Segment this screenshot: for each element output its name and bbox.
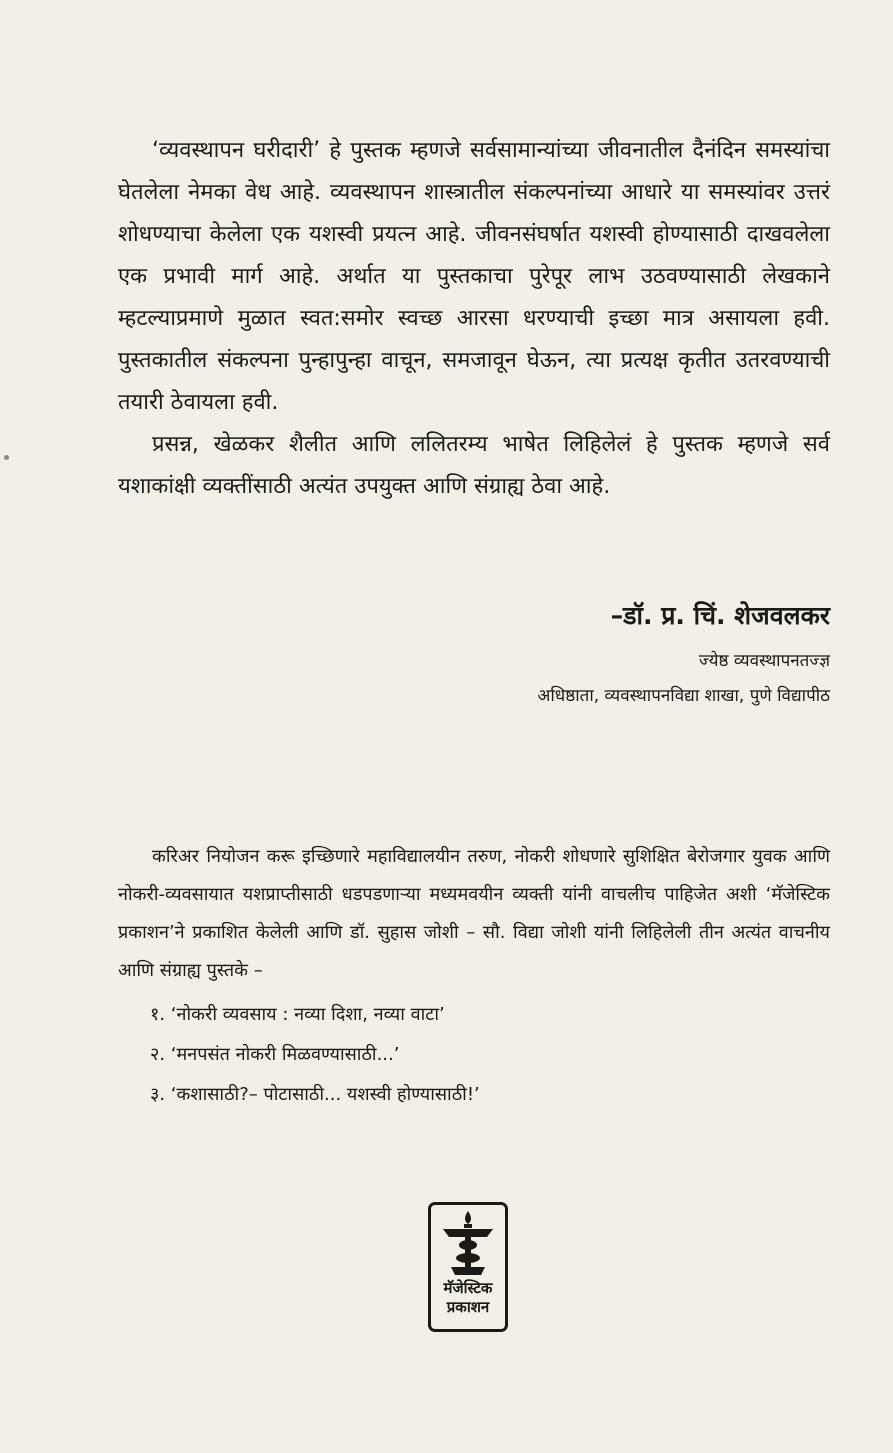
signature-name: –डॉ. प्र. चिं. शेजवलकर: [610, 601, 830, 630]
publisher-note: [118, 838, 830, 990]
book-list-item: १. ‘नोकरी व्यवसाय : नव्या दिशा, नव्या वाटा’: [150, 1004, 445, 1025]
paper-speck: [4, 455, 9, 460]
blurb-paragraph-1: ‘व्यवस्थापन घरीदारी’ हे पुस्तक म्हणजे सर्वसामान्यांच्या जीवनातील दैनंदिन समस्यांचा घेतलेला नेमका वेध आहे. व्यवस्थापन शास्त्रातील संकल्पनांच्या आधारे या समस्यांवर उत्तरं शोधण्याचा केलेला एक यशस्वी प्रयत्न आहे. जीवनसंघर्षात यशस्वी होण्यासाठी दाखवलेला एक प्रभावी मार्ग आहे. अर्थात या पुस्तकाचा पुरेपूर लाभ उठवण्यासाठी लेखकाने म्हटल्याप्रमाणे मुळात स्वत:समोर स्वच्छ आरसा धरण्याची इच्छा मात्र असायला हवी. पुस्तकातील संकल्पना पुन्हापुन्हा वाचून, समजावून घेऊन, त्या प्रत्यक्ष कृतीत उतरवण्याची तयारी ठेवायला हवी.: [118, 138, 830, 415]
book-list-item: २. ‘मनपसंत नोकरी मिळवण्यासाठी...’: [150, 1044, 400, 1065]
book-list: [150, 995, 480, 1115]
book-blurb: [118, 130, 830, 508]
signature-title: ज्येष्ठ व्यवस्थापनतज्ज्ञ: [698, 651, 830, 671]
blurb-paragraph-2: प्रसन्न, खेळकर शैलीत आणि ललितरम्य भाषेत लिहिलेलं हे पुस्तक म्हणजे सर्व यशाकांक्षी व्यक्तींसाठी अत्यंत उपयुक्त आणि संग्राह्य ठेवा आहे.: [118, 432, 830, 499]
publisher-logo: [428, 1202, 508, 1332]
publisher-note-paragraph: करिअर नियोजन करू इच्छिणारे महाविद्यालयीन तरुण, नोकरी शोधणारे सुशिक्षित बेरोजगार युवक आणि नोकरी-व्यवसायात यशप्राप्तीसाठी धडपडणाऱ्या मध्यमवयीन व्यक्ती यांनी वाचलीच पाहिजेत अशी ‘मॅजेस्टिक प्रकाशन’ने प्रकाशित केलेली आणि डॉ. सुहास जोशी – सौ. विद्या जोशी यांनी लिहिलेली तीन अत्यंत वाचनीय आणि संग्राह्य पुस्तके –: [118, 846, 830, 981]
logo-text-majestic: मॅजेस्टिक: [443, 1279, 493, 1297]
logo-text-prakashan: प्रकाशन: [446, 1298, 490, 1316]
signature-affiliation: अधिष्ठाता, व्यवस्थापनविद्या शाखा, पुणे विद्यापीठ: [537, 686, 830, 706]
oil-lamp-icon: [437, 1209, 499, 1279]
book-list-item: ३. ‘कशासाठी?– पोटासाठी... यशस्वी होण्यासाठी!’: [150, 1084, 480, 1105]
